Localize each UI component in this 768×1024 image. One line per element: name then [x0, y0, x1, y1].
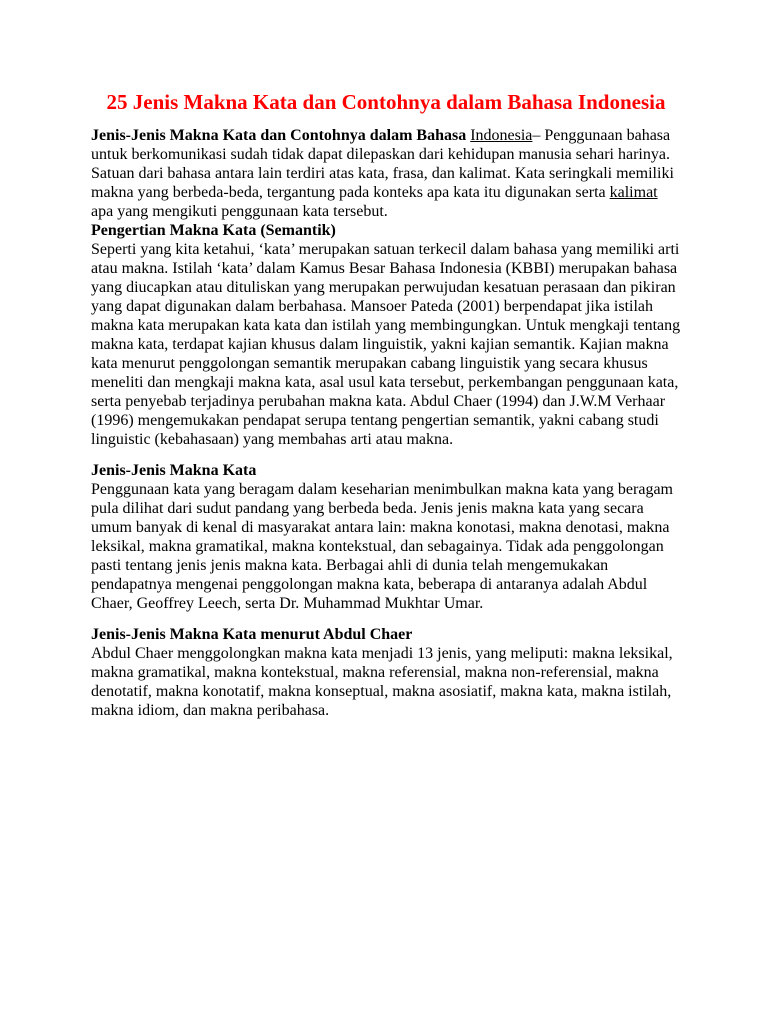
page-title: 25 Jenis Makna Kata dan Contohnya dalam Bahasa Indonesia	[106, 90, 666, 114]
section-body-jenis: Penggunaan kata yang beragam dalam keseharian menimbulkan makna kata yang beragam pula dilihat dari sudut pandang yang berbeda beda. Jenis jenis makna kata yang secara umum banyak di kenal di masyarakat antara lain: makna konotasi, makna denotasi, makna leksikal, makna gramatikal, makna kontekstual, dan sebagainya. Tidak ada penggolongan pasti tentang jenis jenis makna kata. Berbagai ahli di dunia telah mengemukakan pendapatnya mengenai penggolongan makna kata, beberapa di antaranya adalah Abdul Chaer, Geoffrey Leech, serta Dr. Muhammad Mukhtar Umar.	[91, 481, 673, 612]
intro-lead: Jenis-Jenis Makna Kata dan Contohnya dalam Bahasa	[91, 127, 467, 144]
section-body-pengertian: Seperti yang kita ketahui, ‘kata’ merupakan satuan terkecil dalam bahasa yang memiliki arti atau makna. Istilah ‘kata’ dalam Kamus Besar Bahasa Indonesia (KBBI) merupakan bahasa yang diucapkan atau dituliskan yang merupakan perwujudan kesatuan perasaan dan pikiran yang dapat digunakan dalam berbahasa. Mansoer Pateda (2001) berpendapat jika istilah makna kata merupakan kata kata dan istilah yang membingungkan. Untuk mengkaji tentang makna kata, terdapat kajian khusus dalam linguistik, yakni kajian semantik. Kajian makna kata menurut penggolongan semantik merupakan cabang linguistik yang secara khusus meneliti dan mengkaji makna kata, asal usul kata tersebut, perkembangan penggunaan kata, serta penyebab terjadinya perubahan makna kata. Abdul Chaer (1994) dan J.W.M Verhaar (1996) mengemukakan pendapat serupa tentang pengertian semantik, yakni cabang studi linguistic (kebahasaan) yang membahas arti atau makna.	[91, 241, 681, 448]
intro-paragraph	[91, 126, 681, 221]
intro-text-1: Penggunaan bahasa untuk berkomunikasi sudah tidak dapat dilepaskan dari kehidupan manusia sehari harinya. Satuan dari bahasa antara lain terdiri atas kata, frasa, dan kalimat. Kata seringkali memiliki makna yang berbeda-beda, tergantung pada konteks apa kata itu digunakan serta	[91, 127, 674, 201]
intro-dash: –	[532, 127, 541, 144]
section-heading-abdul-chaer: Jenis-Jenis Makna Kata menurut Abdul Chaer	[91, 626, 413, 643]
section-heading-pengertian: Pengertian Makna Kata (Semantik)	[91, 222, 336, 239]
section-heading-jenis: Jenis-Jenis Makna Kata	[91, 462, 257, 479]
link-indonesia[interactable]: Indonesia	[470, 127, 533, 144]
link-kalimat[interactable]: kalimat	[609, 184, 658, 201]
intro-text-2: apa yang mengikuti penggunaan kata tersebut.	[91, 203, 388, 220]
document-page	[91, 86, 681, 720]
section-body-abdul-chaer: Abdul Chaer menggolongkan makna kata menjadi 13 jenis, yang meliputi: makna leksikal, makna gramatikal, makna kontekstual, makna referensial, makna non-referensial, makna denotatif, makna konotatif, makna konseptual, makna asosiatif, makna kata, makna istilah, makna idiom, dan makna peribahasa.	[91, 645, 673, 719]
